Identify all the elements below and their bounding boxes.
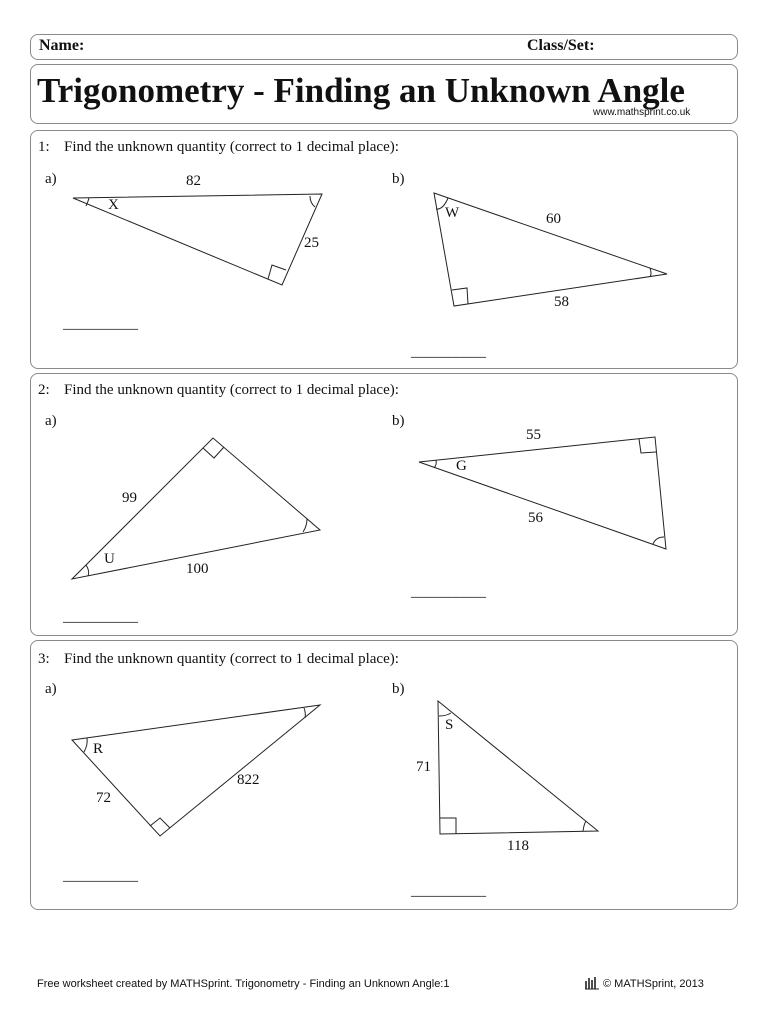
website-url: www.mathsprint.co.uk: [593, 107, 691, 118]
q1b-answer-line: __________: [411, 344, 486, 360]
footer-copyright: © MATHSprint, 2013: [603, 978, 704, 990]
q3b-side-71: 71: [416, 759, 431, 775]
question-3-instruction: Find the unknown quantity (correct to 1 decimal place):: [64, 651, 399, 667]
question-2-instruction: Find the unknown quantity (correct to 1 decimal place):: [64, 382, 399, 398]
q3b-triangle: [438, 701, 598, 834]
name-label: Name:: [39, 37, 85, 54]
q1b-side-58: 58: [554, 294, 569, 310]
q2b-answer-line: __________: [411, 584, 486, 600]
q3a-angle-r: R: [93, 741, 104, 757]
class-set-label: Class/Set:: [527, 37, 595, 54]
q2a-angle-u: U: [104, 551, 115, 567]
q1b-part-label: b): [392, 171, 405, 187]
q2b-angle-g: G: [456, 458, 467, 474]
q2a-answer-line: __________: [63, 609, 138, 625]
q2b-side-56: 56: [528, 510, 543, 526]
footer-credit: Free worksheet created by MATHSprint. Trigonometry - Finding an Unknown Angle:1: [37, 978, 450, 990]
q3b-side-118: 118: [507, 838, 529, 854]
q3b-angle-s: S: [445, 717, 454, 733]
mathsprint-logo-icon: [584, 975, 600, 991]
q3a-triangle: [72, 705, 320, 836]
q1a-part-label: a): [45, 171, 57, 187]
q1b-triangle: [434, 193, 667, 306]
q2b-triangle: [419, 437, 666, 549]
question-3-number: 3:: [38, 651, 50, 667]
q3b-answer-line: __________: [411, 883, 486, 899]
q1a-side-82: 82: [186, 173, 201, 189]
q1a-answer-line: __________: [63, 316, 138, 332]
q2a-part-label: a): [45, 413, 57, 429]
q2a-triangle: [72, 438, 320, 579]
q1b-angle-w: W: [445, 205, 460, 221]
q1b-side-60: 60: [546, 211, 561, 227]
q3a-side-822: 822: [237, 772, 260, 788]
q1a-side-25: 25: [304, 235, 319, 251]
q3a-answer-line: __________: [63, 868, 138, 884]
question-1-number: 1:: [38, 139, 50, 155]
q1a-triangle: [73, 194, 322, 285]
q2b-part-label: b): [392, 413, 405, 429]
question-1-instruction: Find the unknown quantity (correct to 1 decimal place):: [64, 139, 399, 155]
q2a-side-100: 100: [186, 561, 209, 577]
q2b-side-55: 55: [526, 427, 541, 443]
question-2-number: 2:: [38, 382, 50, 398]
q3a-side-72: 72: [96, 790, 111, 806]
q3b-part-label: b): [392, 681, 405, 697]
q1a-angle-x: X: [108, 197, 119, 213]
q3a-part-label: a): [45, 681, 57, 697]
page-title: Trigonometry - Finding an Unknown Angle: [37, 71, 685, 110]
q2a-side-99: 99: [122, 490, 137, 506]
